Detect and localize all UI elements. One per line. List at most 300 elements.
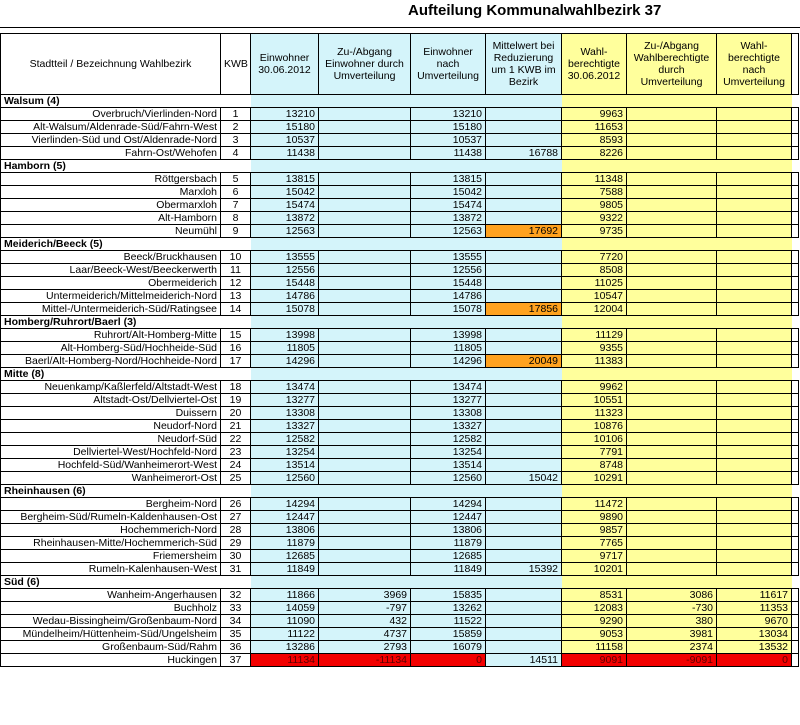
- einwohner-nach-cell[interactable]: 13262: [411, 602, 486, 615]
- table-row[interactable]: [1, 394, 799, 407]
- zu-abgang-wahlberechtigte-cell[interactable]: [627, 537, 717, 550]
- zu-abgang-einwohner-cell[interactable]: -11134: [319, 654, 411, 667]
- kwb-number[interactable]: 23: [221, 446, 251, 459]
- wahlberechtigte-nach-cell[interactable]: [717, 277, 792, 290]
- zu-abgang-einwohner-cell[interactable]: [319, 303, 411, 316]
- einwohner-cell[interactable]: 15180: [251, 121, 319, 134]
- zu-abgang-einwohner-cell[interactable]: [319, 498, 411, 511]
- einwohner-cell[interactable]: 14296: [251, 355, 319, 368]
- mittelwert-cell[interactable]: 17692: [486, 225, 562, 238]
- kwb-number[interactable]: 24: [221, 459, 251, 472]
- einwohner-nach-cell[interactable]: 15474: [411, 199, 486, 212]
- einwohner-nach-cell[interactable]: 13555: [411, 251, 486, 264]
- zu-abgang-einwohner-cell[interactable]: [319, 472, 411, 485]
- einwohner-nach-cell[interactable]: 11805: [411, 342, 486, 355]
- einwohner-nach-cell[interactable]: 15448: [411, 277, 486, 290]
- kwb-number[interactable]: 9: [221, 225, 251, 238]
- table-row[interactable]: [1, 290, 799, 303]
- mittelwert-cell[interactable]: [486, 381, 562, 394]
- einwohner-cell[interactable]: 12447: [251, 511, 319, 524]
- wahlbezirk-name[interactable]: Mittel-/Untermeiderich-Süd/Ratingsee: [1, 303, 221, 316]
- wahlbezirk-name[interactable]: Friemersheim: [1, 550, 221, 563]
- wahlberechtigte-cell[interactable]: 11129: [562, 329, 627, 342]
- table-row[interactable]: [1, 446, 799, 459]
- wahlberechtigte-cell[interactable]: 11383: [562, 355, 627, 368]
- zu-abgang-einwohner-cell[interactable]: [319, 329, 411, 342]
- einwohner-cell[interactable]: 11849: [251, 563, 319, 576]
- wahlberechtigte-nach-cell[interactable]: 13532: [717, 641, 792, 654]
- table-row[interactable]: [1, 407, 799, 420]
- wahlbezirk-name[interactable]: Beeck/Bruckhausen: [1, 251, 221, 264]
- einwohner-cell[interactable]: 15448: [251, 277, 319, 290]
- wahlbezirk-name[interactable]: Neudorf-Nord: [1, 420, 221, 433]
- einwohner-nach-cell[interactable]: 13474: [411, 381, 486, 394]
- zu-abgang-einwohner-cell[interactable]: [319, 121, 411, 134]
- einwohner-nach-cell[interactable]: 12560: [411, 472, 486, 485]
- mittelwert-cell[interactable]: [486, 121, 562, 134]
- mittelwert-cell[interactable]: 15042: [486, 472, 562, 485]
- wahlbezirk-name[interactable]: Rumeln-Kalenhausen-West: [1, 563, 221, 576]
- wahlberechtigte-nach-cell[interactable]: [717, 511, 792, 524]
- einwohner-cell[interactable]: 11438: [251, 147, 319, 160]
- table-row[interactable]: [1, 628, 799, 641]
- table-row[interactable]: [1, 433, 799, 446]
- wahlberechtigte-cell[interactable]: 10551: [562, 394, 627, 407]
- wahlberechtigte-cell[interactable]: 7720: [562, 251, 627, 264]
- zu-abgang-wahlberechtigte-cell[interactable]: [627, 498, 717, 511]
- wahlberechtigte-nach-cell[interactable]: [717, 108, 792, 121]
- kwb-number[interactable]: 15: [221, 329, 251, 342]
- wahlberechtigte-cell[interactable]: 7791: [562, 446, 627, 459]
- wahlberechtigte-cell[interactable]: 11158: [562, 641, 627, 654]
- wahlberechtigte-nach-cell[interactable]: [717, 407, 792, 420]
- wahlberechtigte-cell[interactable]: 9735: [562, 225, 627, 238]
- einwohner-cell[interactable]: 12685: [251, 550, 319, 563]
- zu-abgang-wahlberechtigte-cell[interactable]: [627, 264, 717, 277]
- einwohner-nach-cell[interactable]: 15078: [411, 303, 486, 316]
- zu-abgang-einwohner-cell[interactable]: [319, 459, 411, 472]
- einwohner-cell[interactable]: 13806: [251, 524, 319, 537]
- einwohner-nach-cell[interactable]: 15180: [411, 121, 486, 134]
- table-row[interactable]: [1, 511, 799, 524]
- wahlberechtigte-nach-cell[interactable]: [717, 537, 792, 550]
- table-row[interactable]: [1, 329, 799, 342]
- kwb-number[interactable]: 13: [221, 290, 251, 303]
- kwb-number[interactable]: 14: [221, 303, 251, 316]
- mittelwert-cell[interactable]: [486, 446, 562, 459]
- mittelwert-cell[interactable]: [486, 329, 562, 342]
- zu-abgang-wahlberechtigte-cell[interactable]: [627, 524, 717, 537]
- wahlberechtigte-nach-cell[interactable]: 9670: [717, 615, 792, 628]
- kwb-number[interactable]: 5: [221, 173, 251, 186]
- wahlberechtigte-cell[interactable]: 11323: [562, 407, 627, 420]
- zu-abgang-einwohner-cell[interactable]: [319, 186, 411, 199]
- table-row[interactable]: [1, 381, 799, 394]
- wahlberechtigte-nach-cell[interactable]: [717, 420, 792, 433]
- wahlberechtigte-nach-cell[interactable]: [717, 264, 792, 277]
- einwohner-nach-cell[interactable]: 0: [411, 654, 486, 667]
- wahlbezirk-name[interactable]: Neuenkamp/Kaßlerfeld/Altstadt-West: [1, 381, 221, 394]
- wahlbezirk-name[interactable]: Alt-Walsum/Aldenrade-Süd/Fahrn-West: [1, 121, 221, 134]
- zu-abgang-wahlberechtigte-cell[interactable]: [627, 329, 717, 342]
- mittelwert-cell[interactable]: [486, 108, 562, 121]
- wahlbezirk-name[interactable]: Wanheim-Angerhausen: [1, 589, 221, 602]
- wahlberechtigte-nach-cell[interactable]: [717, 498, 792, 511]
- kwb-number[interactable]: 1: [221, 108, 251, 121]
- zu-abgang-einwohner-cell[interactable]: [319, 420, 411, 433]
- wahlberechtigte-cell[interactable]: 7765: [562, 537, 627, 550]
- wahlberechtigte-nach-cell[interactable]: 13034: [717, 628, 792, 641]
- kwb-number[interactable]: 33: [221, 602, 251, 615]
- einwohner-cell[interactable]: 13254: [251, 446, 319, 459]
- wahlbezirk-name[interactable]: Alt-Hamborn: [1, 212, 221, 225]
- wahlberechtigte-nach-cell[interactable]: [717, 394, 792, 407]
- wahlbezirk-name[interactable]: Röttgersbach: [1, 173, 221, 186]
- table-row[interactable]: [1, 459, 799, 472]
- table-row[interactable]: [1, 212, 799, 225]
- wahlberechtigte-nach-cell[interactable]: [717, 290, 792, 303]
- zu-abgang-wahlberechtigte-cell[interactable]: -730: [627, 602, 717, 615]
- table-row[interactable]: [1, 550, 799, 563]
- einwohner-nach-cell[interactable]: 14296: [411, 355, 486, 368]
- wahlberechtigte-cell[interactable]: 9963: [562, 108, 627, 121]
- einwohner-cell[interactable]: 13514: [251, 459, 319, 472]
- zu-abgang-wahlberechtigte-cell[interactable]: 2374: [627, 641, 717, 654]
- table-row[interactable]: [1, 134, 799, 147]
- table-row[interactable]: [1, 147, 799, 160]
- einwohner-cell[interactable]: 13277: [251, 394, 319, 407]
- einwohner-nach-cell[interactable]: 13806: [411, 524, 486, 537]
- table-row[interactable]: [1, 524, 799, 537]
- wahlberechtigte-cell[interactable]: 12083: [562, 602, 627, 615]
- wahlbezirk-name[interactable]: Mündelheim/Hüttenheim-Süd/Ungelsheim: [1, 628, 221, 641]
- zu-abgang-wahlberechtigte-cell[interactable]: 380: [627, 615, 717, 628]
- zu-abgang-einwohner-cell[interactable]: [319, 134, 411, 147]
- mittelwert-cell[interactable]: [486, 342, 562, 355]
- table-row[interactable]: [1, 121, 799, 134]
- zu-abgang-einwohner-cell[interactable]: [319, 537, 411, 550]
- mittelwert-cell[interactable]: [486, 134, 562, 147]
- wahlbezirk-name[interactable]: Altstadt-Ost/Dellviertel-Ost: [1, 394, 221, 407]
- mittelwert-cell[interactable]: [486, 199, 562, 212]
- einwohner-nach-cell[interactable]: 13210: [411, 108, 486, 121]
- einwohner-nach-cell[interactable]: 13998: [411, 329, 486, 342]
- table-row[interactable]: [1, 173, 799, 186]
- kwb-number[interactable]: 35: [221, 628, 251, 641]
- einwohner-cell[interactable]: 10537: [251, 134, 319, 147]
- wahlbezirk-name[interactable]: Rheinhausen-Mitte/Hochemmerich-Süd: [1, 537, 221, 550]
- wahlbezirk-name[interactable]: Ruhrort/Alt-Homberg-Mitte: [1, 329, 221, 342]
- mittelwert-cell[interactable]: [486, 407, 562, 420]
- zu-abgang-einwohner-cell[interactable]: [319, 212, 411, 225]
- mittelwert-cell[interactable]: [486, 290, 562, 303]
- zu-abgang-wahlberechtigte-cell[interactable]: [627, 407, 717, 420]
- zu-abgang-einwohner-cell[interactable]: [319, 524, 411, 537]
- einwohner-nach-cell[interactable]: 15042: [411, 186, 486, 199]
- mittelwert-cell[interactable]: [486, 628, 562, 641]
- wahlberechtigte-cell[interactable]: 10106: [562, 433, 627, 446]
- einwohner-cell[interactable]: 14059: [251, 602, 319, 615]
- table-row[interactable]: [1, 602, 799, 615]
- wahlberechtigte-cell[interactable]: 8226: [562, 147, 627, 160]
- wahlberechtigte-cell[interactable]: 9053: [562, 628, 627, 641]
- kwb-number[interactable]: 17: [221, 355, 251, 368]
- zu-abgang-wahlberechtigte-cell[interactable]: [627, 121, 717, 134]
- zu-abgang-einwohner-cell[interactable]: [319, 108, 411, 121]
- einwohner-cell[interactable]: 11134: [251, 654, 319, 667]
- wahlberechtigte-nach-cell[interactable]: [717, 173, 792, 186]
- zu-abgang-einwohner-cell[interactable]: [319, 277, 411, 290]
- kwb-number[interactable]: 20: [221, 407, 251, 420]
- wahlberechtigte-cell[interactable]: 9962: [562, 381, 627, 394]
- wahlbezirk-name[interactable]: Vierlinden-Süd und Ost/Aldenrade-Nord: [1, 134, 221, 147]
- zu-abgang-wahlberechtigte-cell[interactable]: -9091: [627, 654, 717, 667]
- zu-abgang-wahlberechtigte-cell[interactable]: [627, 355, 717, 368]
- wahlberechtigte-nach-cell[interactable]: [717, 147, 792, 160]
- mittelwert-cell[interactable]: 16788: [486, 147, 562, 160]
- wahlbezirk-name[interactable]: Alt-Homberg-Süd/Hochheide-Süd: [1, 342, 221, 355]
- zu-abgang-einwohner-cell[interactable]: [319, 199, 411, 212]
- wahlberechtigte-nach-cell[interactable]: [717, 121, 792, 134]
- kwb-number[interactable]: 4: [221, 147, 251, 160]
- wahlberechtigte-nach-cell[interactable]: [717, 329, 792, 342]
- zu-abgang-wahlberechtigte-cell[interactable]: [627, 173, 717, 186]
- einwohner-nach-cell[interactable]: 13254: [411, 446, 486, 459]
- einwohner-cell[interactable]: 12563: [251, 225, 319, 238]
- kwb-number[interactable]: 16: [221, 342, 251, 355]
- zu-abgang-einwohner-cell[interactable]: [319, 342, 411, 355]
- kwb-number[interactable]: 11: [221, 264, 251, 277]
- table-row[interactable]: [1, 498, 799, 511]
- wahlbezirk-name[interactable]: Overbruch/Vierlinden-Nord: [1, 108, 221, 121]
- mittelwert-cell[interactable]: 20049: [486, 355, 562, 368]
- table-row[interactable]: [1, 264, 799, 277]
- zu-abgang-einwohner-cell[interactable]: [319, 394, 411, 407]
- wahlberechtigte-nach-cell[interactable]: 11617: [717, 589, 792, 602]
- table-row[interactable]: [1, 199, 799, 212]
- wahlberechtigte-cell[interactable]: 8593: [562, 134, 627, 147]
- mittelwert-cell[interactable]: [486, 394, 562, 407]
- mittelwert-cell[interactable]: 15392: [486, 563, 562, 576]
- wahlbezirk-name[interactable]: Duissern: [1, 407, 221, 420]
- zu-abgang-wahlberechtigte-cell[interactable]: [627, 147, 717, 160]
- wahlbezirk-name[interactable]: Buchholz: [1, 602, 221, 615]
- einwohner-nach-cell[interactable]: 12563: [411, 225, 486, 238]
- table-row[interactable]: [1, 654, 799, 667]
- wahlbezirk-name[interactable]: Hochemmerich-Nord: [1, 524, 221, 537]
- einwohner-cell[interactable]: 14786: [251, 290, 319, 303]
- mittelwert-cell[interactable]: [486, 589, 562, 602]
- wahlbezirk-name[interactable]: Fahrn-Ost/Wehofen: [1, 147, 221, 160]
- wahlberechtigte-cell[interactable]: 9890: [562, 511, 627, 524]
- einwohner-cell[interactable]: 13327: [251, 420, 319, 433]
- table-row[interactable]: [1, 186, 799, 199]
- kwb-number[interactable]: 12: [221, 277, 251, 290]
- mittelwert-cell[interactable]: 14511: [486, 654, 562, 667]
- einwohner-cell[interactable]: 12582: [251, 433, 319, 446]
- einwohner-nach-cell[interactable]: 13308: [411, 407, 486, 420]
- wahlberechtigte-nach-cell[interactable]: [717, 186, 792, 199]
- einwohner-cell[interactable]: 13998: [251, 329, 319, 342]
- wahlberechtigte-cell[interactable]: 10876: [562, 420, 627, 433]
- wahlberechtigte-nach-cell[interactable]: [717, 251, 792, 264]
- wahlberechtigte-nach-cell[interactable]: [717, 446, 792, 459]
- einwohner-nach-cell[interactable]: 12447: [411, 511, 486, 524]
- table-row[interactable]: [1, 537, 799, 550]
- wahlberechtigte-nach-cell[interactable]: [717, 225, 792, 238]
- zu-abgang-einwohner-cell[interactable]: [319, 511, 411, 524]
- wahlberechtigte-cell[interactable]: 11472: [562, 498, 627, 511]
- wahlberechtigte-nach-cell[interactable]: [717, 303, 792, 316]
- zu-abgang-wahlberechtigte-cell[interactable]: [627, 381, 717, 394]
- einwohner-cell[interactable]: 13555: [251, 251, 319, 264]
- zu-abgang-einwohner-cell[interactable]: [319, 550, 411, 563]
- table-row[interactable]: [1, 420, 799, 433]
- einwohner-nach-cell[interactable]: 13327: [411, 420, 486, 433]
- kwb-number[interactable]: 8: [221, 212, 251, 225]
- einwohner-nach-cell[interactable]: 12556: [411, 264, 486, 277]
- zu-abgang-einwohner-cell[interactable]: [319, 355, 411, 368]
- mittelwert-cell[interactable]: [486, 550, 562, 563]
- zu-abgang-einwohner-cell[interactable]: [319, 225, 411, 238]
- zu-abgang-einwohner-cell[interactable]: 432: [319, 615, 411, 628]
- wahlbezirk-name[interactable]: Obermeiderich: [1, 277, 221, 290]
- wahlbezirk-name[interactable]: Bergheim-Süd/Rumeln-Kaldenhausen-Ost: [1, 511, 221, 524]
- kwb-number[interactable]: 2: [221, 121, 251, 134]
- einwohner-cell[interactable]: 13286: [251, 641, 319, 654]
- zu-abgang-wahlberechtigte-cell[interactable]: 3981: [627, 628, 717, 641]
- zu-abgang-wahlberechtigte-cell[interactable]: [627, 550, 717, 563]
- wahlbezirk-name[interactable]: Großenbaum-Süd/Rahm: [1, 641, 221, 654]
- wahlberechtigte-nach-cell[interactable]: [717, 134, 792, 147]
- kwb-number[interactable]: 10: [221, 251, 251, 264]
- table-row[interactable]: [1, 615, 799, 628]
- wahlberechtigte-nach-cell[interactable]: 11353: [717, 602, 792, 615]
- wahlberechtigte-cell[interactable]: 9857: [562, 524, 627, 537]
- zu-abgang-wahlberechtigte-cell[interactable]: [627, 394, 717, 407]
- table-row[interactable]: [1, 342, 799, 355]
- table-row[interactable]: [1, 641, 799, 654]
- einwohner-cell[interactable]: 12556: [251, 264, 319, 277]
- mittelwert-cell[interactable]: [486, 602, 562, 615]
- wahlbezirk-name[interactable]: Bergheim-Nord: [1, 498, 221, 511]
- einwohner-nach-cell[interactable]: 13815: [411, 173, 486, 186]
- wahlberechtigte-cell[interactable]: 10201: [562, 563, 627, 576]
- wahlbezirk-name[interactable]: Huckingen: [1, 654, 221, 667]
- wahlbezirk-name[interactable]: Neudorf-Süd: [1, 433, 221, 446]
- wahlbezirk-name[interactable]: Marxloh: [1, 186, 221, 199]
- table-row[interactable]: [1, 277, 799, 290]
- wahlberechtigte-nach-cell[interactable]: 0: [717, 654, 792, 667]
- table-row[interactable]: [1, 355, 799, 368]
- wahlbezirk-name[interactable]: Laar/Beeck-West/Beeckerwerth: [1, 264, 221, 277]
- einwohner-nach-cell[interactable]: 13277: [411, 394, 486, 407]
- zu-abgang-wahlberechtigte-cell[interactable]: [627, 420, 717, 433]
- einwohner-cell[interactable]: 11805: [251, 342, 319, 355]
- kwb-number[interactable]: 28: [221, 524, 251, 537]
- wahlberechtigte-nach-cell[interactable]: [717, 355, 792, 368]
- einwohner-cell[interactable]: 12560: [251, 472, 319, 485]
- table-row[interactable]: [1, 225, 799, 238]
- einwohner-cell[interactable]: 11122: [251, 628, 319, 641]
- zu-abgang-einwohner-cell[interactable]: [319, 264, 411, 277]
- table-row[interactable]: [1, 251, 799, 264]
- kwb-number[interactable]: 26: [221, 498, 251, 511]
- einwohner-cell[interactable]: 15078: [251, 303, 319, 316]
- wahlberechtigte-cell[interactable]: 9091: [562, 654, 627, 667]
- zu-abgang-einwohner-cell[interactable]: [319, 407, 411, 420]
- wahlberechtigte-nach-cell[interactable]: [717, 212, 792, 225]
- wahlbezirk-name[interactable]: Baerl/Alt-Homberg-Nord/Hochheide-Nord: [1, 355, 221, 368]
- kwb-number[interactable]: 22: [221, 433, 251, 446]
- wahlberechtigte-nach-cell[interactable]: [717, 472, 792, 485]
- mittelwert-cell[interactable]: 17856: [486, 303, 562, 316]
- zu-abgang-einwohner-cell[interactable]: 4737: [319, 628, 411, 641]
- wahlberechtigte-cell[interactable]: 11653: [562, 121, 627, 134]
- wahlbezirk-name[interactable]: Wanheimerort-Ost: [1, 472, 221, 485]
- wahlberechtigte-cell[interactable]: 8531: [562, 589, 627, 602]
- einwohner-nach-cell[interactable]: 11849: [411, 563, 486, 576]
- einwohner-nach-cell[interactable]: 14294: [411, 498, 486, 511]
- kwb-number[interactable]: 19: [221, 394, 251, 407]
- mittelwert-cell[interactable]: [486, 511, 562, 524]
- zu-abgang-wahlberechtigte-cell[interactable]: [627, 342, 717, 355]
- kwb-number[interactable]: 30: [221, 550, 251, 563]
- zu-abgang-einwohner-cell[interactable]: [319, 251, 411, 264]
- zu-abgang-wahlberechtigte-cell[interactable]: [627, 277, 717, 290]
- wahlberechtigte-cell[interactable]: 8748: [562, 459, 627, 472]
- zu-abgang-wahlberechtigte-cell[interactable]: [627, 290, 717, 303]
- wahlberechtigte-nach-cell[interactable]: [717, 459, 792, 472]
- wahlberechtigte-cell[interactable]: 9355: [562, 342, 627, 355]
- wahlbezirk-name[interactable]: Wedau-Bissingheim/Großenbaum-Nord: [1, 615, 221, 628]
- mittelwert-cell[interactable]: [486, 277, 562, 290]
- zu-abgang-wahlberechtigte-cell[interactable]: [627, 186, 717, 199]
- zu-abgang-einwohner-cell[interactable]: 2793: [319, 641, 411, 654]
- wahlberechtigte-nach-cell[interactable]: [717, 563, 792, 576]
- mittelwert-cell[interactable]: [486, 420, 562, 433]
- einwohner-nach-cell[interactable]: 12685: [411, 550, 486, 563]
- einwohner-cell[interactable]: 11090: [251, 615, 319, 628]
- einwohner-nach-cell[interactable]: 12582: [411, 433, 486, 446]
- einwohner-nach-cell[interactable]: 10537: [411, 134, 486, 147]
- zu-abgang-einwohner-cell[interactable]: [319, 173, 411, 186]
- kwb-number[interactable]: 18: [221, 381, 251, 394]
- mittelwert-cell[interactable]: [486, 641, 562, 654]
- zu-abgang-wahlberechtigte-cell[interactable]: [627, 472, 717, 485]
- einwohner-cell[interactable]: 14294: [251, 498, 319, 511]
- wahlberechtigte-cell[interactable]: 7588: [562, 186, 627, 199]
- wahlberechtigte-cell[interactable]: 10291: [562, 472, 627, 485]
- zu-abgang-wahlberechtigte-cell[interactable]: [627, 446, 717, 459]
- kwb-number[interactable]: 37: [221, 654, 251, 667]
- wahlberechtigte-cell[interactable]: 12004: [562, 303, 627, 316]
- einwohner-nach-cell[interactable]: 11522: [411, 615, 486, 628]
- wahlberechtigte-nach-cell[interactable]: [717, 550, 792, 563]
- einwohner-cell[interactable]: 15474: [251, 199, 319, 212]
- wahlberechtigte-cell[interactable]: 9322: [562, 212, 627, 225]
- zu-abgang-wahlberechtigte-cell[interactable]: [627, 225, 717, 238]
- mittelwert-cell[interactable]: [486, 615, 562, 628]
- kwb-number[interactable]: 32: [221, 589, 251, 602]
- mittelwert-cell[interactable]: [486, 537, 562, 550]
- table-row[interactable]: [1, 303, 799, 316]
- wahlberechtigte-cell[interactable]: 10547: [562, 290, 627, 303]
- einwohner-nach-cell[interactable]: 15859: [411, 628, 486, 641]
- einwohner-cell[interactable]: 13474: [251, 381, 319, 394]
- wahlberechtigte-cell[interactable]: 8508: [562, 264, 627, 277]
- einwohner-cell[interactable]: 15042: [251, 186, 319, 199]
